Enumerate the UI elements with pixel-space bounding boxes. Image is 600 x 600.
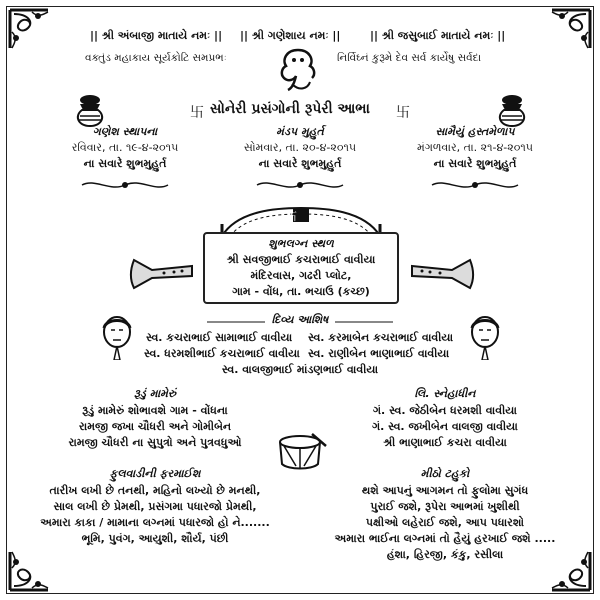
invocation-ambaji: || શ્રી અંબાજી માતાયે નમઃ || [90,29,223,42]
snehadhin-title: લિ. સ્નેહાધીન [414,387,476,400]
ganesha-icon [272,44,324,96]
snehadhin-line: ગં. સ્વ. જેઠીબેન ધરમશી વાવીયા [373,404,517,417]
card-title: સોનેરી પ્રસંગોની રૂપેરી આભા [210,101,370,117]
shloka-right: નિર્વિઘ્નં કુરૂમે દેવ સર્વ કાર્યેષુ સર્વદા [337,52,482,64]
kalash-icon [70,92,110,128]
mitho-tahuko-line: થશે આપનું આગમન તો ફુલોમા સુગંધ [361,484,529,497]
mameru-title: રૂડું મામેરું [133,387,176,400]
mameru-line: રામજી ચૌધરી ના સુપુત્રો અને પુત્રવધુઓ [68,436,242,449]
mameru-line: રામજી જખા ચૌધરી અને ગોમીબેન [78,420,232,433]
flourish-divider-icon [255,178,345,192]
swastika-icon: 卐 [396,105,410,121]
event-mandap-muhurt [225,124,375,172]
event-title: મંડપ મુહુર્ત [276,125,324,138]
fulwadi-text [30,483,280,547]
event-date: મંગળવાર, તા. ૨૧-૪-૨૦૧૫ [417,141,533,154]
snehadhin-line: શ્રી ભાણાભાઈ કચરા વાવીયા [383,436,507,449]
blessing-name: સ્વ. વાલજીભાઈ માંડણભાઈ વાવીયા [221,363,379,376]
blessing-name: સ્વ. ધરમશીભાઈ કચરાભાઈ વાવીયા [144,347,300,360]
event-hastmelap [400,124,550,172]
mitho-tahuko-line: અમારા ભાઈના લગ્નમાં તો હૈયું હરખાઈ જશે ..... [334,532,556,545]
namaste-face-icon [464,314,506,360]
venue-line: મંદિરવાસ, ગઢરી પ્લોટ, [250,269,352,282]
dhol-drum-icon [272,432,328,474]
event-time: ના સવારે શુભમુહુર્ત [433,157,517,170]
swastika-icon: 卐 [190,105,204,121]
shloka-left: વક્તુંડ મહાકાય સૂર્યકોટિ સમપ્રભઃ [85,52,227,64]
corner-flourish-icon [8,548,52,592]
venue-line: ગામ - વોંધ, તા. ભચાઉ (કચ્છ) [232,285,370,298]
flourish-divider-icon [80,178,170,192]
fulwadi-line: ભૂમિ, પુવંગ, આયુશી, શૌર્ય, પંછી [81,532,229,545]
mitho-tahuko-title: મીઠો ટહુકો [420,467,470,480]
namaste-face-icon [96,314,138,360]
mitho-tahuko-line: પક્ષીઓ લહેરાઈ જશે, આપ પધારશો [365,516,525,529]
shehnai-icon [410,256,476,290]
event-title: સામૈયું હસ્તમેળાપ [435,125,515,138]
mameru-text [40,403,270,451]
snehadhin-text [330,403,560,451]
swastika-icon: 卐 [286,210,297,223]
fulwadi-line: સાલ લખી છે પ્રેમથી, પ્રસંગમા પધારજો પ્રેમથી, [53,500,257,513]
venue-title: શુભલગ્ન સ્થળ [268,237,334,250]
event-time: ના સવારે શુભમુહુર્ત [83,157,167,170]
invocation-jasubai: || શ્રી જસુબાઈ માતાયે નમઃ || [370,29,506,42]
mameru-line: રૂડું મામેરું શોભાવશે ગામ - વોંધના [82,404,228,417]
mitho-tahuko-line: હંશા, હિરજી, કંકુ, રસીલા [386,548,504,561]
mitho-tahuko-text [310,483,580,563]
blessings-title: દિવ્ય આશિષ [271,313,329,326]
flourish-divider-icon [430,178,520,192]
event-ganesh-sthapana [50,124,200,172]
fulwadi-line: તારીખ લખી છે તનથી, મહિનો લખ્યો છે મનથી, [49,484,261,497]
mitho-tahuko-line: પુરાઈ જશે, રૂપેરા આભમાં ખુશીથી [370,500,520,513]
blessing-name: સ્વ. રાણીબેન ભાણાભાઈ વાવીયા [308,347,450,360]
fulwadi-line: અમારા કાકા / મામાના લગ્નમાં પધારજો હો ને....... [40,516,270,529]
event-time: ના સવારે શુભમુહુર્ત [258,157,342,170]
blessing-name: સ્વ. કરમાબેન કચરાભાઈ વાવીયા [308,331,454,344]
snehadhin-line: ગં. સ્વ. જખીબેન વાલજી વાવીયા [372,420,518,433]
fulwadi-title: ફુલવાડીની ફરમાઈશ [109,467,201,480]
corner-flourish-icon [8,8,52,52]
shehnai-icon [128,256,194,290]
venue-address [203,252,399,300]
event-date: રવિવાર, તા. ૧૯-૪-૨૦૧૫ [71,141,179,154]
venue-line: શ્રી સવજીભાઈ કચરાભાઈ વાવીયા [226,253,376,266]
invocation-ganesh: || શ્રી ગણેશાય નમઃ || [240,29,341,42]
kalash-icon [492,92,532,128]
blessing-name: સ્વ. કચરાભાઈ સામાભાઈ વાવીયા [146,331,293,344]
event-title: ગણેશ સ્થાપના [92,125,158,138]
event-date: સોમવાર, તા. ૨૦-૪-૨૦૧૫ [243,141,357,154]
corner-flourish-icon [548,8,592,52]
